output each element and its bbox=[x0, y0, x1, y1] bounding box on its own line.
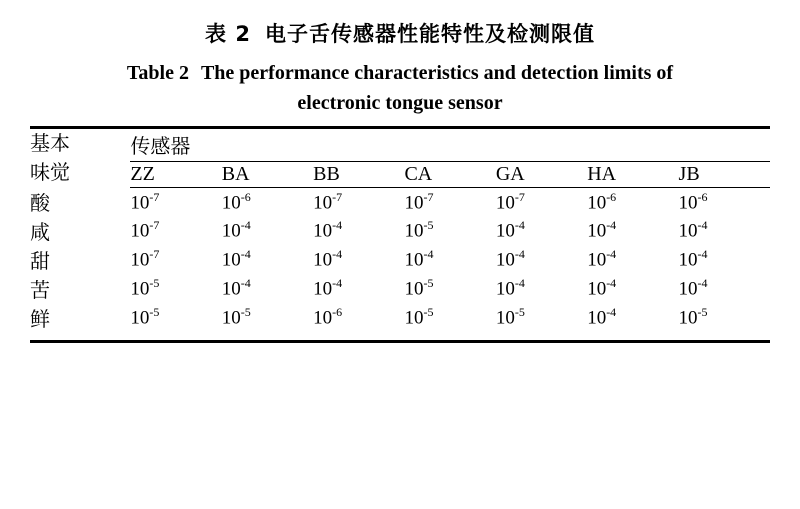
table-number-english: Table 2 bbox=[126, 62, 189, 84]
column-header-ga: GA bbox=[496, 161, 587, 187]
row-label: 甜 bbox=[30, 249, 50, 273]
cell-value: $10^{-6}$ bbox=[313, 305, 343, 329]
row-label: 酸 bbox=[30, 191, 50, 215]
row-label: 苦 bbox=[30, 278, 50, 302]
group-header-sensor: 传感器 bbox=[130, 128, 770, 162]
cell-value: $10^{-4}$ bbox=[587, 305, 617, 329]
cell-value: $10^{-4}$ bbox=[495, 218, 525, 242]
cell-value: $10^{-4}$ bbox=[313, 276, 343, 300]
table-row bbox=[30, 187, 770, 216]
cell-value: $10^{-5}$ bbox=[404, 276, 434, 300]
cell-value: $10^{-5}$ bbox=[404, 305, 434, 329]
table-column-header-row bbox=[30, 161, 770, 187]
cell-value: $10^{-7}$ bbox=[130, 189, 160, 213]
cell-value: $10^{-7}$ bbox=[313, 189, 343, 213]
table-title-chinese: 电子舌传感器性能特性及检测限值 bbox=[264, 22, 595, 46]
cell-value: $10^{-4}$ bbox=[587, 218, 617, 242]
cell-value: $10^{-4}$ bbox=[587, 247, 617, 271]
table-row bbox=[30, 274, 770, 303]
corner-header-line2: 味觉 bbox=[30, 160, 70, 184]
cell-value: $10^{-7}$ bbox=[404, 189, 434, 213]
table-title-english-line2: electronic tongue sensor bbox=[297, 92, 503, 114]
column-header-zz: ZZ bbox=[130, 161, 221, 187]
cell-value: $10^{-6}$ bbox=[678, 189, 708, 213]
row-label: 鲜 bbox=[30, 307, 50, 331]
cell-value: $10^{-4}$ bbox=[313, 218, 343, 242]
cell-value: $10^{-5}$ bbox=[404, 218, 434, 242]
cell-value: $10^{-4}$ bbox=[678, 276, 708, 300]
cell-value: $10^{-5}$ bbox=[130, 305, 160, 329]
table-title-english-line1: The performance characteristics and detection limits of bbox=[200, 62, 674, 84]
sensor-detection-limits-table bbox=[30, 126, 770, 343]
cell-value: $10^{-5}$ bbox=[130, 276, 160, 300]
cell-value: $10^{-6}$ bbox=[221, 189, 251, 213]
cell-value: $10^{-4}$ bbox=[404, 247, 434, 271]
cell-value: $10^{-4}$ bbox=[221, 276, 251, 300]
cell-value: $10^{-4}$ bbox=[678, 218, 708, 242]
cell-value: $10^{-5}$ bbox=[495, 305, 525, 329]
cell-value: $10^{-7}$ bbox=[130, 218, 160, 242]
cell-value: $10^{-5}$ bbox=[221, 305, 251, 329]
cell-value: $10^{-5}$ bbox=[678, 305, 708, 329]
table-bottom-rule bbox=[30, 332, 770, 342]
cell-value: $10^{-4}$ bbox=[495, 276, 525, 300]
cell-value: $10^{-4}$ bbox=[495, 247, 525, 271]
cell-value: $10^{-4}$ bbox=[221, 218, 251, 242]
cell-value: $10^{-4}$ bbox=[313, 247, 343, 271]
table-group-header-row bbox=[30, 128, 770, 162]
table-caption-english bbox=[30, 58, 770, 118]
table-caption-chinese bbox=[30, 18, 770, 48]
cell-value: $10^{-4}$ bbox=[587, 276, 617, 300]
corner-header-cell bbox=[30, 128, 130, 188]
column-header-bb: BB bbox=[313, 161, 404, 187]
row-label: 咸 bbox=[30, 220, 50, 244]
column-header-ca: CA bbox=[404, 161, 495, 187]
cell-value: $10^{-4}$ bbox=[221, 247, 251, 271]
cell-value: $10^{-4}$ bbox=[678, 247, 708, 271]
column-header-ha: HA bbox=[587, 161, 678, 187]
table-row bbox=[30, 303, 770, 332]
column-header-ba: BA bbox=[222, 161, 313, 187]
cell-value: $10^{-7}$ bbox=[495, 189, 525, 213]
table-row bbox=[30, 245, 770, 274]
column-header-jb: JB bbox=[679, 161, 770, 187]
corner-header-line1: 基本 bbox=[30, 131, 70, 155]
table-row bbox=[30, 216, 770, 245]
cell-value: $10^{-7}$ bbox=[130, 247, 160, 271]
cell-value: $10^{-6}$ bbox=[587, 189, 617, 213]
table-number-chinese: 表 2 bbox=[205, 22, 251, 46]
